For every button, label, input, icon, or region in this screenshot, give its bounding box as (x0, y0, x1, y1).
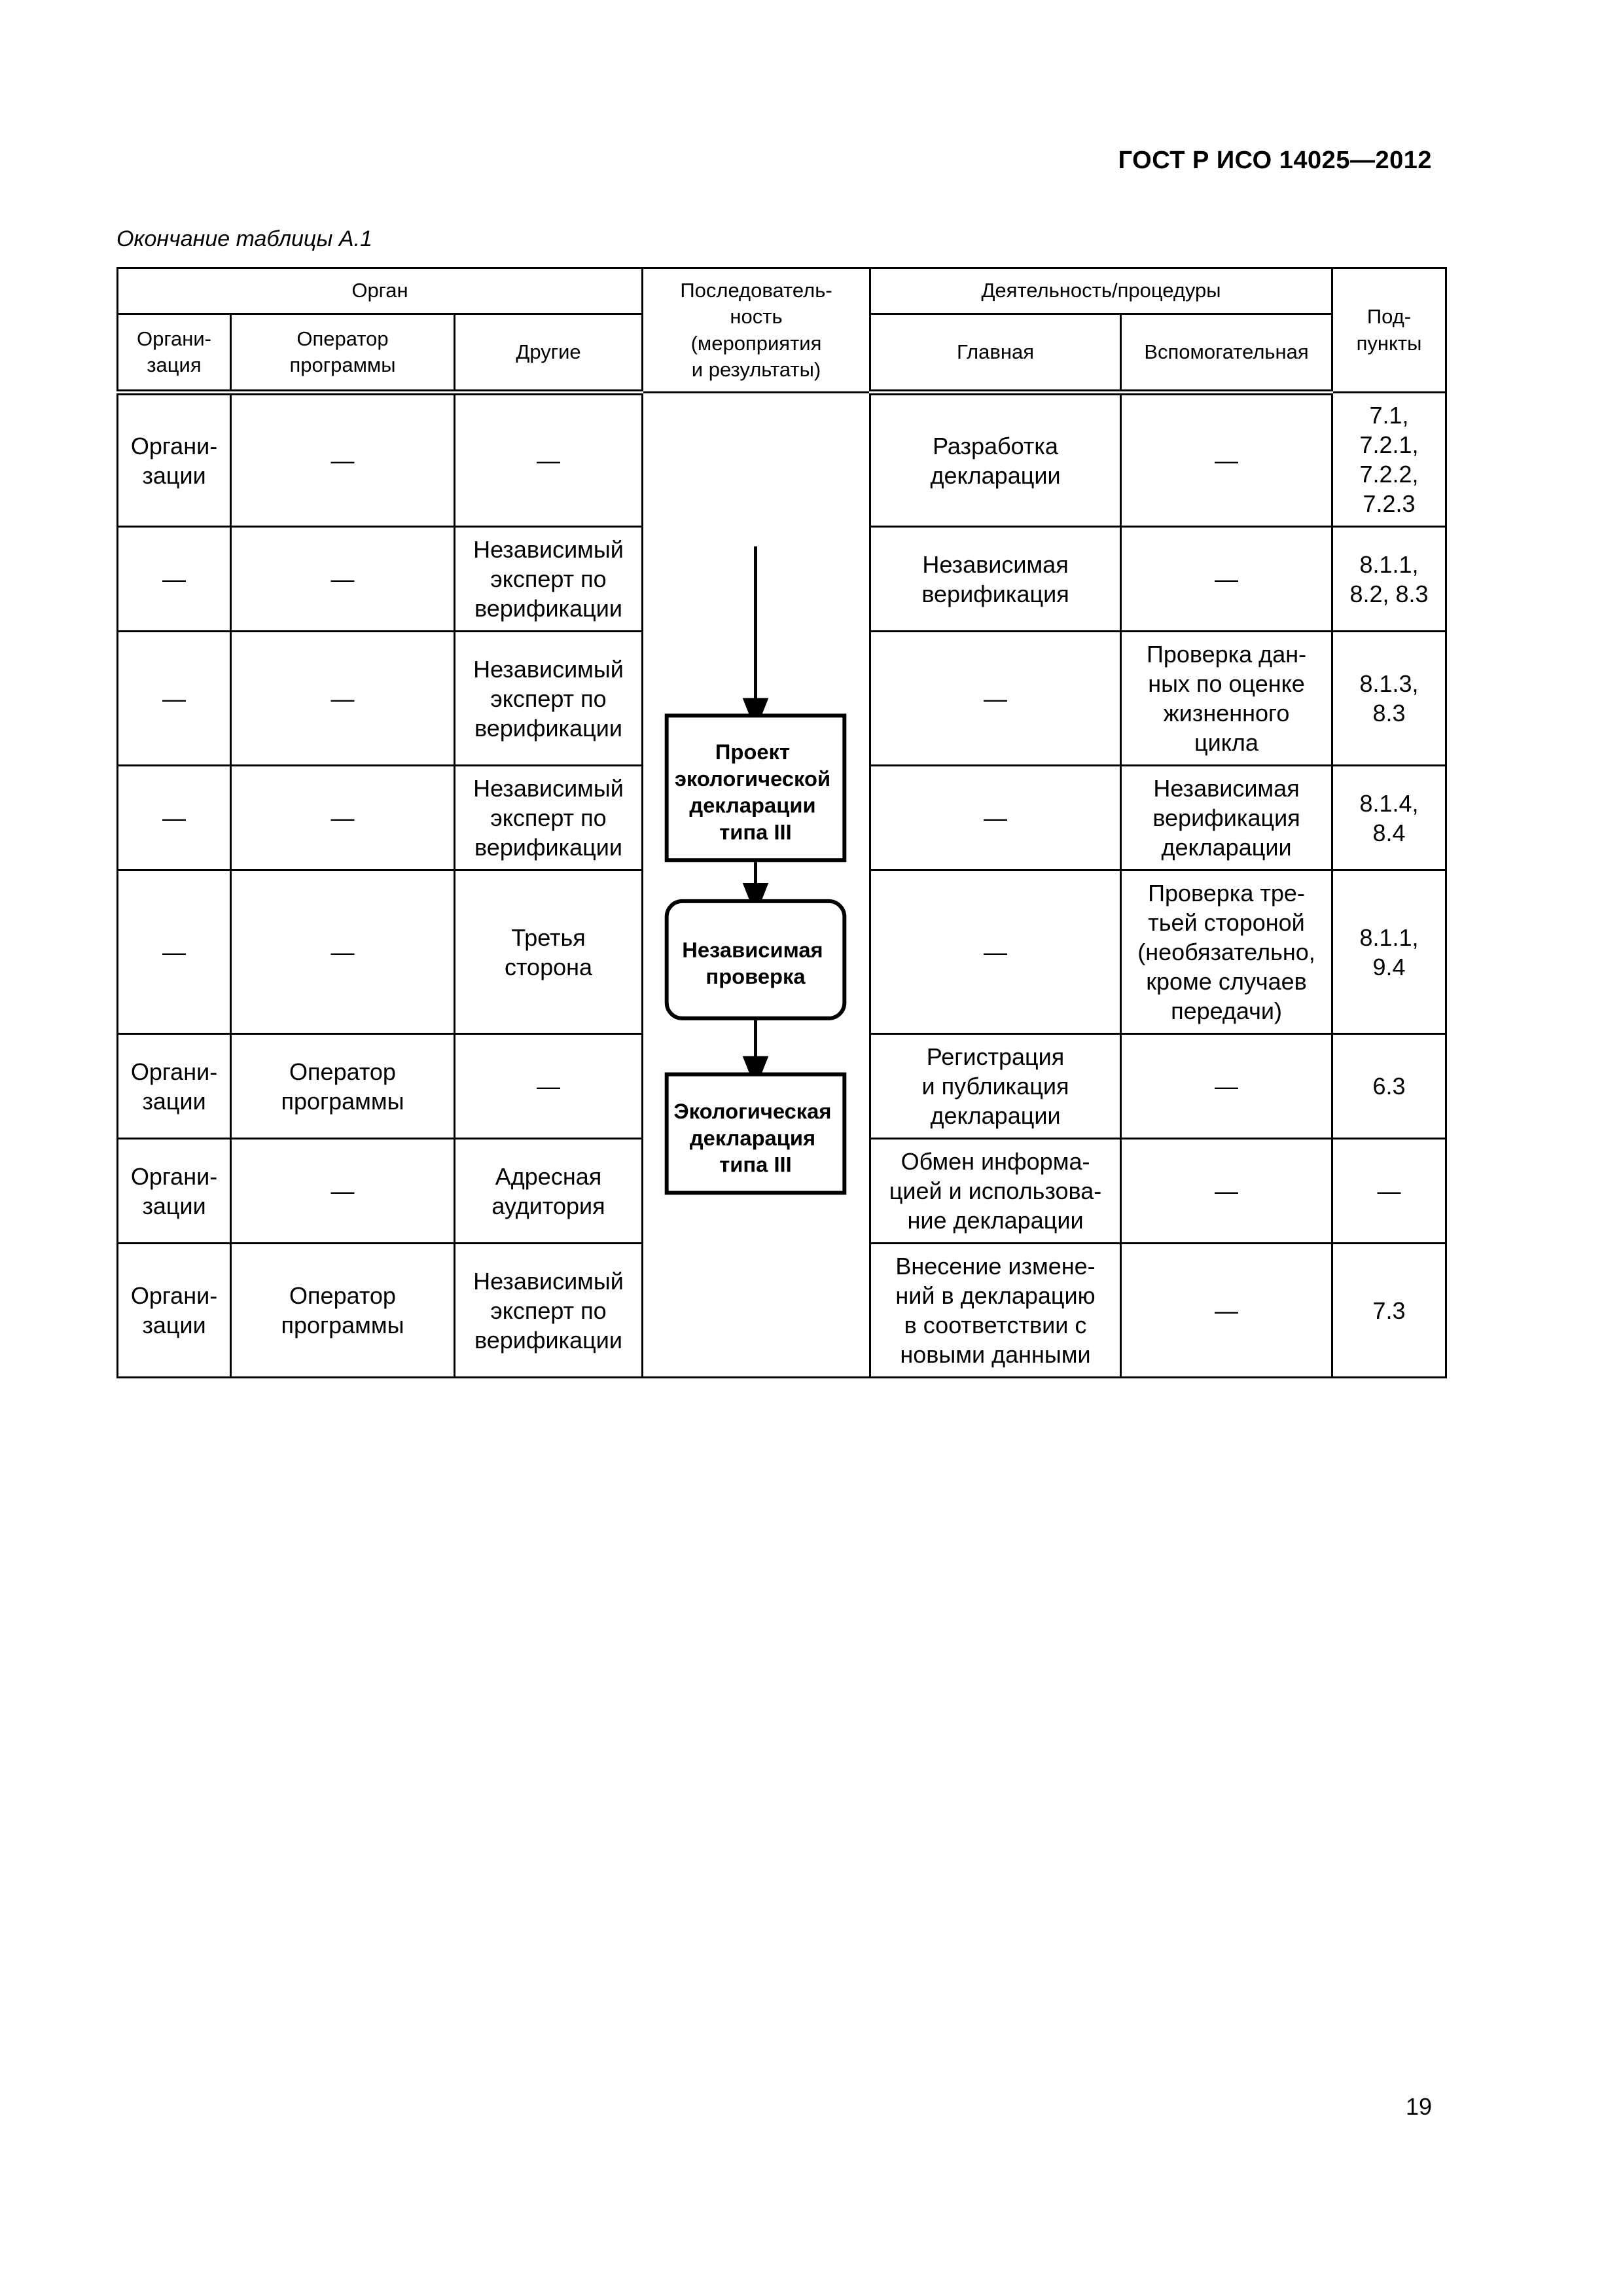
cell-main: — (870, 766, 1121, 870)
cell-others: Третья сторона (455, 870, 643, 1034)
cell-main: — (870, 870, 1121, 1034)
cell-organization: — (118, 527, 231, 632)
header-subclauses: Под- пункты (1332, 268, 1446, 393)
header-activities: Деятельность/процедуры (870, 268, 1332, 314)
cell-others: — (455, 1034, 643, 1139)
cell-program-operator: — (231, 766, 455, 870)
cell-subclauses: 8.1.1, 8.2, 8.3 (1332, 527, 1446, 632)
cell-auxiliary: — (1121, 1244, 1332, 1378)
header-organization: Органи- зация (118, 314, 231, 393)
header-auxiliary: Вспомогательная (1121, 314, 1332, 393)
cell-organization: Органи- зации (118, 1139, 231, 1244)
cell-subclauses: 8.1.1, 9.4 (1332, 870, 1446, 1034)
cell-organization: — (118, 632, 231, 766)
cell-others: Независимый эксперт по верификации (455, 766, 643, 870)
cell-program-operator: Оператор программы (231, 1034, 455, 1139)
document-header: ГОСТ Р ИСО 14025—2012 (1118, 147, 1432, 174)
sequence-flowchart (643, 393, 870, 1378)
cell-program-operator: — (231, 632, 455, 766)
cell-auxiliary: — (1121, 1139, 1332, 1244)
cell-program-operator: — (231, 393, 455, 527)
cell-program-operator: — (231, 527, 455, 632)
cell-auxiliary: — (1121, 393, 1332, 527)
cell-program-operator: — (231, 1139, 455, 1244)
cell-auxiliary: Проверка дан- ных по оценке жизненного цикла (1121, 632, 1332, 766)
flowchart-diagram (643, 393, 869, 1376)
cell-program-operator: — (231, 870, 455, 1034)
cell-main: Разработка декларации (870, 393, 1121, 527)
cell-subclauses: 8.1.3, 8.3 (1332, 632, 1446, 766)
table-row (118, 393, 1446, 527)
cell-subclauses: 7.1, 7.2.1, 7.2.2, 7.2.3 (1332, 393, 1446, 527)
cell-others: Адресная аудитория (455, 1139, 643, 1244)
page-number: 19 (1405, 2093, 1432, 2120)
cell-others: — (455, 393, 643, 527)
cell-organization: Органи- зации (118, 1034, 231, 1139)
cell-organization: — (118, 766, 231, 870)
cell-auxiliary: — (1121, 1034, 1332, 1139)
header-others: Другие (455, 314, 643, 393)
cell-organization: Органи- зации (118, 393, 231, 527)
table-caption: Окончание таблицы А.1 (116, 226, 372, 251)
cell-main: Регистрация и публикация декларации (870, 1034, 1121, 1139)
header-main: Главная (870, 314, 1121, 393)
header-program-operator: Оператор программы (231, 314, 455, 393)
cell-auxiliary: Независимая верификация декларации (1121, 766, 1332, 870)
cell-auxiliary: Проверка тре- тьей стороной (необязательно, кроме случаев передачи) (1121, 870, 1332, 1034)
cell-subclauses: 7.3 (1332, 1244, 1446, 1378)
cell-others: Независимый эксперт по верификации (455, 527, 643, 632)
cell-auxiliary: — (1121, 527, 1332, 632)
header-sequence: Последователь- ность (мероприятия и результаты) (643, 268, 870, 393)
cell-main: — (870, 632, 1121, 766)
flow-box-independent-check-label: Независимая проверка (682, 937, 823, 989)
cell-others: Независимый эксперт по верификации (455, 1244, 643, 1378)
cell-organization: — (118, 870, 231, 1034)
cell-subclauses: 6.3 (1332, 1034, 1446, 1139)
table-a1 (116, 267, 1445, 1378)
cell-subclauses: 8.1.4, 8.4 (1332, 766, 1446, 870)
flow-box-declaration-label: Экологическая декларация типа III (673, 1099, 832, 1177)
cell-others: Независимый эксперт по верификации (455, 632, 643, 766)
cell-main: Обмен информа- цией и использова- ние декларации (870, 1139, 1121, 1244)
cell-subclauses: — (1332, 1139, 1446, 1244)
cell-organization: Органи- зации (118, 1244, 231, 1378)
header-organ: Орган (118, 268, 643, 314)
cell-main: Независимая верификация (870, 527, 1121, 632)
cell-main: Внесение измене- ний в декларацию в соответствии с новыми данными (870, 1244, 1121, 1378)
flow-box-project-label: Проект экологической декларации типа III (674, 739, 831, 844)
cell-program-operator: Оператор программы (231, 1244, 455, 1378)
